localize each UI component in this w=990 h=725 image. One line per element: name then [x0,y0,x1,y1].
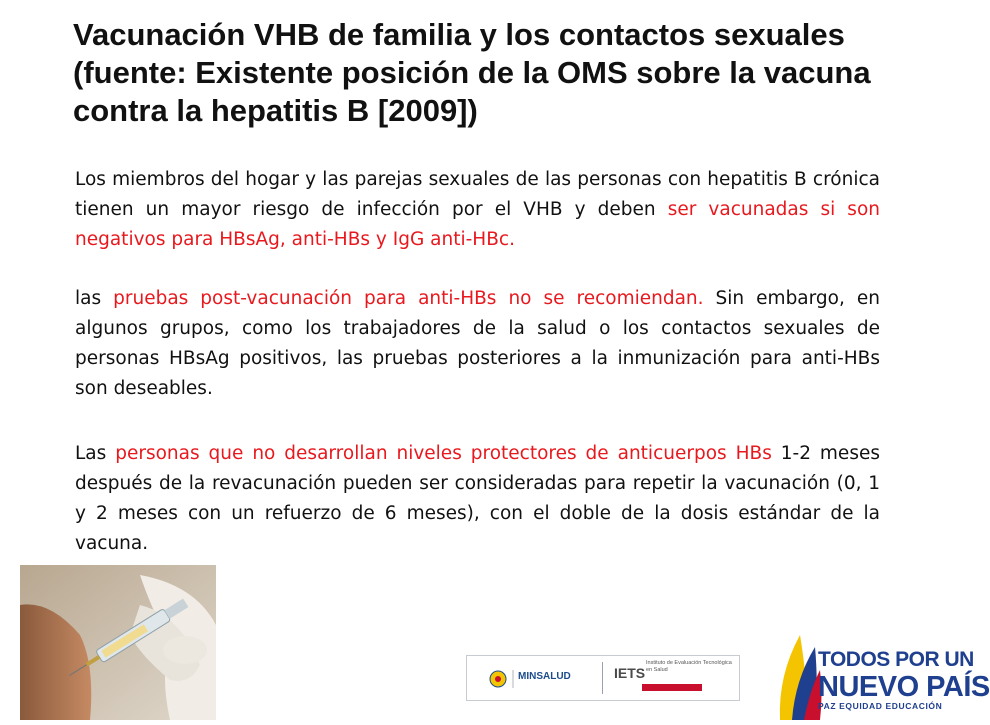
minsalud-label: MINSALUD [518,671,571,682]
logo-divider [602,662,603,694]
paragraph-household-contacts [75,165,880,255]
paragraph-highlight: personas que no desarrollan niveles protectores de anticuerpos HBs [115,443,772,464]
paragraph-text: las [75,288,114,309]
paragraph-text: Las [75,443,116,464]
paragraph-non-responders [75,439,880,559]
gov-slogan-line1: TODOS POR UN [818,648,974,671]
paragraph-highlight: ser vacunadas si son negativos para HBsAg, anti-HBs y IgG anti-HBc. [75,199,880,250]
gov-slogan-line3: PAZ EQUIDAD EDUCACIÓN [818,701,943,711]
paragraph-text: 1-2 meses después de la revacunación pueden ser consideradas para repetir la vacunación (0, 1 y 2 meses con un refuerzo de 6 meses), con el doble de la dosis estándar de la vacuna. [75,443,880,554]
svg-text:IETS: IETS [614,665,646,681]
slide-title: Vacunación VHB de familia y los contactos sexuales (fuente: Existente posición de la OMS sobre la vacuna contra la hepatitis B [2009]) [73,17,871,128]
iets-label: Instituto de Evaluación Tecnológica en Salud [646,660,732,673]
paragraph-text: Sin embargo, en algunos grupos, como los trabajadores de la salud o los contactos sexuales de personas HBsAg positivos, las pruebas posteriores a la inmunización para anti-HBs son deseables. [75,288,880,399]
paragraph-text: Los miembros del hogar y las parejas sexuales de las personas con hepatitis B crónica tienen un mayor riesgo de infección por el VHB y deben [75,169,880,220]
gov-slogan-line2: NUEVO PAÍS [818,671,990,703]
paragraph-post-vaccination-testing [75,284,880,404]
vaccination-photo [20,565,216,720]
paragraph-highlight: pruebas post-vacunación para anti-HBs no se recomiendan. [113,288,704,309]
